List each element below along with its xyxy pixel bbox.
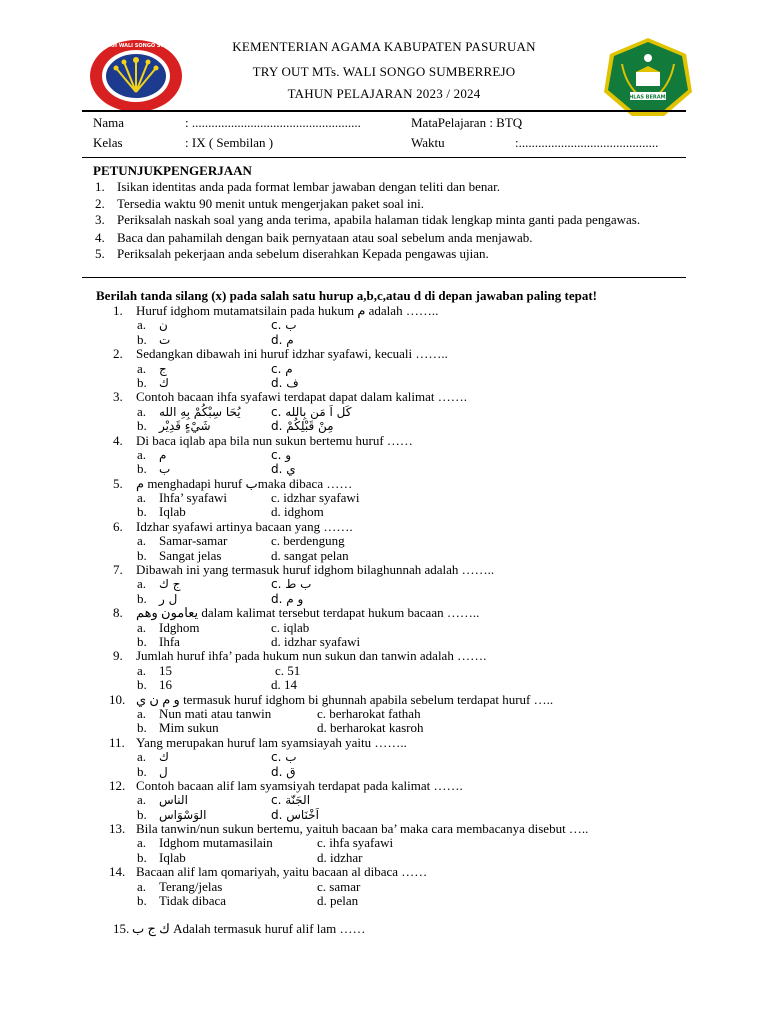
question-11: 11. Yang merupakan huruf lam syamsiayah yaitu …….. [109,734,407,750]
question-1: 1. Huruf idghom mutamatsilain pada hukum م adalah …….. [113,303,439,318]
option-c[interactable]: c. م [271,361,293,376]
option-d[interactable]: d. berharokat kasroh [317,720,424,736]
question-8-options-ac: a. Idghom c. iqlab [137,619,310,635]
question-7: 7. Dibawah ini yang termasuk huruf idghom bilaghunnah adalah …….. [113,562,495,578]
question-11-options-ac: a. ك c. ب [137,749,297,765]
question-14: 14. Bacaan alif lam qomariyah, yaitu bacaan al dibaca …… [109,864,428,880]
kelas-field: : IX ( Sembilan ) [185,135,274,150]
option-d[interactable]: d. 14 [271,677,297,693]
question-14-options-bd: b. Tidak dibaca d. pelan [137,893,359,909]
option-a[interactable]: 15 [159,662,172,678]
option-d[interactable]: d. و م [271,591,304,606]
option-a[interactable]: ك [159,750,169,765]
option-d[interactable]: d. pelan [317,893,359,909]
option-a[interactable]: ج ك [159,577,181,592]
question-2-options-ac: a. ج c. م [137,360,293,376]
option-d[interactable]: d. ف [271,375,299,390]
option-c[interactable]: c. samar [317,878,361,894]
question-13-options-ac: a. Idghom mutamasilain c. ihfa syafawi [137,835,394,851]
header-line-3: TAHUN PELAJARAN 2023 / 2024 [287,86,481,101]
header-divider [82,110,686,112]
option-a[interactable]: يُحَا سِبْكُمْ بِهِ الله [159,404,241,419]
question-10: 10. و م ن ي termasuk huruf idghom bi ghunnah apabila sebelum terdapat huruf ….. [109,691,554,707]
header [0,30,768,110]
question-7-options-ac: a. ج ك c. ب ط [137,576,312,592]
option-c[interactable]: c. berharokat fathah [317,705,421,721]
question-13-options-bd: b. Iqlab d. idzhar [137,849,363,865]
question-5: 5. م menghadapi huruf بmaka dibaca …… [113,475,353,491]
option-a[interactable]: Nun mati atau tanwin [159,705,272,721]
question-1-options-bd: b. ت d. م [137,331,294,347]
question-3-options-bd: b. شَيْءٍ قَدِيْر d. مِنْ قَبْلِكُمْ [137,418,334,434]
option-b[interactable]: ل [159,764,168,779]
option-d[interactable]: d. اَخْنَاس [271,807,319,822]
option-d[interactable]: d. ق [271,764,296,779]
option-c[interactable]: c. berdengung [271,533,345,549]
option-d[interactable]: d. مِنْ قَبْلِكُمْ [271,419,334,434]
kemenag-logo-text: IKHLAS BERAMAL [623,94,673,101]
option-c[interactable]: c. ihfa syafawi [317,835,394,851]
petunjuk-item: 4. Baca dan pahamilah dengan baik pernyataan atau soal sebelum anda menjawab. [95,229,533,245]
question-12-options-bd: b. الوَسْوَاس d. اَخْنَاس [137,806,319,822]
question-8: 8. يعامون وهم dalam kalimat tersebut terdapat hukum bacaan …….. [113,605,480,621]
madrasah-logo-text: MADRASAH TSANAWIYAH WALI SONGO SUMBERREJO PASURUAN [45,43,227,49]
header-line-1: KEMENTERIAN AGAMA KABUPATEN PASURUAN [232,39,536,54]
petunjuk-item: 2. Tersedia waktu 90 menit untuk mengerjakan paket soal ini. [95,195,425,211]
option-a[interactable]: م [159,447,167,462]
question-3: 3. Contoh bacaan ihfa syafawi terdapat dapat dalam kalimat ……. [113,389,468,405]
question-13: 13. Bila tanwin/nun sukun bertemu, yaituh bacaan ba’ maka cara membacanya disebut ….. [109,821,589,837]
question-9: 9. Jumlah huruf ihfa’ pada hukum nun sukun dan tanwin adalah ……. [113,648,487,664]
option-c[interactable]: c. و [271,447,292,462]
question-12-options-ac: a. الناس c. الجَنّة [137,792,311,808]
question-9-options-bd: b. 16 d. 14 [137,677,297,693]
option-d[interactable]: d. م [271,332,294,347]
question-6-options-ac: a. Samar-samar c. berdengung [137,533,345,549]
option-c[interactable]: c. iqlab [271,619,310,635]
mapel-label: MataPelajaran : BTQ [411,115,523,130]
question-12: 12. Contoh bacaan alif lam syamsiyah terdapat pada kalimat ……. [109,777,463,793]
option-c[interactable]: c. الجَنّة [271,793,311,808]
question-list [96,304,696,937]
option-b[interactable]: Ihfa [159,633,180,649]
option-b[interactable]: Sangat jelas [159,547,222,563]
option-d[interactable]: d. idzhar syafawi [271,633,361,649]
option-b[interactable]: Iqlab [159,504,186,520]
petunjuk-item: 3. Periksalah naskah soal yang anda terima, apabila halaman tidak lengkap minta ganti pada pengawas. [95,212,641,227]
option-b[interactable]: شَيْءٍ قَدِيْر [159,419,211,434]
petunjuk-item: 1. Isikan identitas anda pada format lembar jawaban dengan teliti dan benar. [95,179,500,194]
waktu-field[interactable]: :........................................... [515,135,659,150]
nama-label: Nama [93,115,125,130]
identity-divider [82,157,686,158]
option-b[interactable]: ت [159,332,171,347]
option-b[interactable]: ك [159,375,169,390]
question-2-options-bd: b. ك d. ف [137,374,299,390]
option-a[interactable]: Idghom [159,619,200,635]
question-4: 4. Di baca iqlab apa bila nun sukun bertemu huruf …… [113,432,413,448]
option-b[interactable]: Iqlab [159,849,186,865]
question-5-options-bd: b. Iqlab d. idghom [137,504,324,520]
question-15: 15. ك ج ب Adalah termasuk huruf alif lam …… [113,921,366,937]
question-7-options-bd: b. ل ر d. و م [137,590,304,606]
option-c[interactable]: c. ب ط [271,577,312,592]
option-a[interactable]: الناس [159,793,188,808]
question-2: 2. Sedangkan dibawah ini huruf idzhar syafawi, kecuali …….. [113,346,448,362]
option-d[interactable]: d. idghom [271,504,324,520]
option-d[interactable]: d. sangat pelan [271,547,349,563]
question-11-options-bd: b. ل d. ق [137,763,296,779]
question-6-options-bd: b. Sangat jelas d. sangat pelan [137,547,349,563]
option-c[interactable]: c. idzhar syafawi [271,490,360,506]
option-a[interactable]: Samar-samar [159,533,228,549]
identity-row-1 [93,115,693,133]
option-b[interactable]: 16 [159,677,172,693]
instruction: Berilah tanda silang (x) pada salah satu hurup a,b,c,atau d di depan jawaban paling tepat! [96,288,597,303]
identity-row-2 [93,135,693,153]
petunjuk-item: 5. Periksalah pekerjaan anda sebelum diserahkan Kepada pengawas ujian. [95,246,489,261]
option-a[interactable]: ن [159,318,168,333]
question-4-options-ac: a. م c. و [137,446,292,462]
option-c[interactable]: c. ب [271,318,297,333]
option-c[interactable]: c. 51 [275,662,301,678]
nama-field[interactable]: : .................................................... [185,115,361,130]
option-d[interactable]: d. idzhar [317,849,363,865]
petunjuk-list [95,179,675,263]
question-1-options-ac: a. ن c. ب [137,317,297,333]
petunjuk-divider [82,277,686,278]
petunjuk-title: PETUNJUKPENGERJAAN [93,163,252,178]
question-4-options-bd: b. ب d. ي [137,461,296,477]
option-c[interactable]: c. ب [271,750,297,765]
question-6: 6. Idzhar syafawi artinya bacaan yang ……. [113,518,353,534]
kelas-label: Kelas [93,135,123,150]
option-b[interactable]: Tidak dibaca [159,893,227,909]
header-line-2: TRY OUT MTs. WALI SONGO SUMBERREJO [252,64,516,79]
option-a[interactable]: Idghom mutamasilain [159,835,273,851]
option-b[interactable]: ل ر [159,591,178,606]
question-10-options-ac: a. Nun mati atau tanwin c. berharokat fathah [137,705,421,721]
question-8-options-bd: b. Ihfa d. idzhar syafawi [137,633,361,649]
option-b[interactable]: ب [159,462,171,477]
kemenag-logo [602,36,694,118]
option-c[interactable]: c. كَل اَ مَن بِالله [271,404,352,419]
question-14-options-ac: a. Terang/jelas c. samar [137,878,361,894]
option-a[interactable]: Ihfa’ syafawi [159,490,227,506]
question-5-options-ac: a. Ihfa’ syafawi c. idzhar syafawi [137,490,360,506]
question-3-options-ac: a. يُحَا سِبْكُمْ بِهِ الله c. كَل اَ مَن بِالله [137,403,352,419]
option-b[interactable]: الوَسْوَاس [159,807,207,822]
option-b[interactable]: Mim sukun [159,720,219,736]
waktu-label: Waktu [411,135,445,150]
question-9-options-ac: a. 15 c. 51 [137,662,301,678]
option-a[interactable]: Terang/jelas [159,878,223,894]
option-a[interactable]: ج [159,361,167,376]
question-10-options-bd: b. Mim sukun d. berharokat kasroh [137,720,424,736]
option-d[interactable]: d. ي [271,462,296,477]
